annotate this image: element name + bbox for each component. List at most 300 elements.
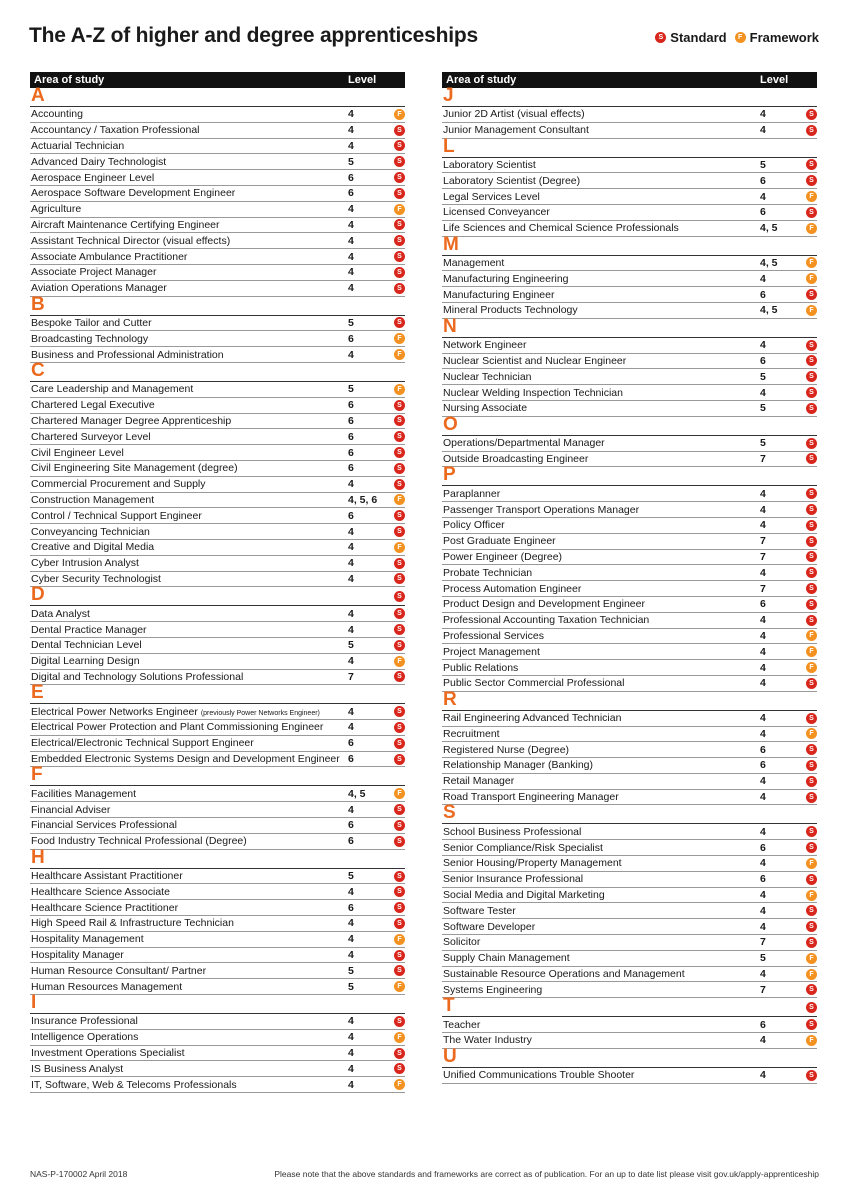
area-name [30, 671, 348, 683]
list-item [30, 281, 405, 297]
badge-cell [800, 760, 817, 771]
section-letter-u [442, 1045, 817, 1068]
area-name-text: Electrical/Electronic Technical Support Engineer [31, 737, 254, 750]
header-level: Level [348, 74, 377, 86]
list-item [30, 107, 405, 123]
section-letter-text: S [443, 802, 456, 824]
list-item [442, 486, 817, 502]
legend-framework-label: Framework [749, 30, 819, 45]
level-value: 6 [348, 446, 354, 459]
badge-cell [388, 140, 405, 151]
badge-cell [388, 479, 405, 490]
standard-badge-icon: S [394, 624, 405, 635]
level-value: 6 [348, 187, 354, 200]
badge-cell [800, 953, 817, 964]
level-value: 7 [348, 670, 354, 683]
area-name [30, 510, 348, 522]
standard-badge-icon: S [806, 355, 817, 366]
section-letter-text: N [443, 315, 457, 337]
badge-cell [388, 918, 405, 929]
area-name [30, 399, 348, 411]
framework-badge-icon: F [806, 257, 817, 268]
section-letter-text: B [31, 293, 45, 315]
area-name-text: Data Analyst [31, 607, 90, 620]
level-value: 4 [348, 282, 354, 295]
standard-badge-icon: S [806, 678, 817, 689]
area-name-text: Associate Ambulance Practitioner [31, 250, 188, 263]
section-letter-n [442, 315, 817, 338]
level-value: 7 [760, 535, 766, 548]
badge-cell [800, 826, 817, 837]
area-name-text: Broadcasting Technology [31, 332, 149, 345]
area-name [442, 567, 760, 579]
header-area: Area of study [446, 74, 517, 86]
area-name [30, 317, 348, 329]
badge-cell [800, 125, 817, 136]
badge-cell [388, 871, 405, 882]
area-name [30, 1063, 348, 1075]
legend-framework [735, 30, 819, 45]
standard-badge-icon: S [394, 836, 405, 847]
standard-badge-icon: S [806, 504, 817, 515]
section-letter-r [442, 688, 817, 711]
badge-cell [800, 453, 817, 464]
area-name-text: Social Media and Digital Marketing [443, 889, 605, 902]
area-name [442, 402, 760, 414]
section-letter-text: U [443, 1045, 457, 1067]
list-item [442, 401, 817, 417]
area-name [442, 488, 760, 500]
area-name [442, 936, 760, 948]
level-value: 4 [760, 503, 766, 516]
area-name [442, 1019, 760, 1031]
badge-cell [800, 387, 817, 398]
area-name-text: Cyber Security Technologist [31, 572, 161, 585]
badge-cell [800, 792, 817, 803]
framework-badge-icon: F [394, 333, 405, 344]
area-name-text: Aerospace Engineer Level [31, 171, 155, 184]
list-item [442, 935, 817, 951]
level-value: 5 [348, 980, 354, 993]
list-item [442, 856, 817, 872]
area-name-text: Electrical Power Protection and Plant Commissioning Engineer [31, 721, 324, 734]
list-item [30, 622, 405, 638]
level-value: 4 [348, 266, 354, 279]
level-value: 6 [760, 174, 766, 187]
area-name [30, 655, 348, 667]
section-letter-m [442, 233, 817, 256]
framework-badge-icon: F [806, 728, 817, 739]
badge-cell [388, 671, 405, 682]
list-item [442, 303, 817, 319]
area-name-text: Software Developer [443, 920, 536, 933]
badge-cell [388, 820, 405, 831]
level-value: 4 [348, 1015, 354, 1028]
area-name [30, 282, 348, 294]
area-name [442, 646, 760, 658]
badge-cell [800, 599, 817, 610]
level-value: 4 [760, 727, 766, 740]
level-value: 5 [760, 952, 766, 965]
standard-badge-icon: S [806, 551, 817, 562]
badge-cell [800, 504, 817, 515]
level-value: 4 [760, 1069, 766, 1082]
area-name [442, 826, 760, 838]
standard-badge-icon: S [394, 251, 405, 262]
standard-badge-icon: S [394, 283, 405, 294]
standard-badge-icon: S [806, 1070, 817, 1081]
list-item [30, 638, 405, 654]
level-value: 5 [348, 870, 354, 883]
badge-cell [388, 333, 405, 344]
level-value: 5 [348, 155, 354, 168]
badge-cell [800, 921, 817, 932]
list-item [30, 429, 405, 445]
right-column [442, 72, 817, 1084]
area-name-text: Dental Technician Level [31, 639, 142, 652]
section-letter-a [30, 85, 405, 107]
standard-badge-icon: S [394, 431, 405, 442]
area-name [30, 266, 348, 278]
level-value: 6 [760, 759, 766, 772]
level-value: 4 [760, 825, 766, 838]
list-item [442, 660, 817, 676]
area-name [30, 333, 348, 345]
area-name [442, 551, 760, 563]
area-name [30, 526, 348, 538]
area-name-text: Financial Adviser [31, 803, 111, 816]
badge-cell [800, 223, 817, 234]
section-letter-f [30, 764, 405, 786]
area-name [30, 235, 348, 247]
standard-badge-icon: S [806, 760, 817, 771]
section-letter-t [442, 995, 817, 1017]
framework-badge-icon: F [806, 305, 817, 316]
standard-badge-icon: S [394, 156, 405, 167]
list-item [30, 670, 405, 686]
area-name-text: Senior Housing/Property Management [443, 857, 622, 870]
framework-badge-icon: F [806, 191, 817, 202]
badge-cell [388, 283, 405, 294]
list-item [30, 916, 405, 932]
level-value: 6 [348, 737, 354, 750]
framework-badge-icon: F [806, 953, 817, 964]
area-name-text: Assistant Technical Director (visual effects) [31, 234, 231, 247]
level-value: 4 [348, 933, 354, 946]
area-name-text: Civil Engineering Site Management (degree) [31, 462, 238, 475]
list-item [30, 1046, 405, 1062]
area-name [30, 886, 348, 898]
level-value: 4 [348, 557, 354, 570]
list-item [442, 271, 817, 287]
badge-cell [388, 447, 405, 458]
standard-badge-icon: S [394, 235, 405, 246]
level-value: 4 [348, 721, 354, 734]
badge-cell [388, 902, 405, 913]
list-item [442, 903, 817, 919]
area-name-text: Electrical Power Networks Engineer [31, 705, 198, 718]
list-item [442, 711, 817, 727]
level-value: 4 [760, 920, 766, 933]
list-item [442, 189, 817, 205]
legend-standard [655, 30, 726, 45]
badge-cell [800, 109, 817, 120]
standard-badge-icon: S [806, 387, 817, 398]
area-name [442, 968, 760, 980]
area-note: (previously Power Networks Engineer) [200, 709, 320, 717]
area-name [442, 712, 760, 724]
area-name [30, 478, 348, 490]
level-value: 4 [760, 661, 766, 674]
list-item [442, 518, 817, 534]
standard-badge-icon: S [806, 289, 817, 300]
area-name [442, 289, 760, 301]
section-letter-text: M [443, 233, 459, 255]
section-letter-text: P [443, 464, 456, 486]
area-name-text: Aerospace Software Development Engineer [31, 187, 236, 200]
area-name-text: Bespoke Tailor and Cutter [31, 316, 152, 329]
area-name-text: Accounting [31, 108, 83, 121]
standard-badge-icon: S [394, 640, 405, 651]
level-value: 4, 5 [760, 304, 778, 317]
table-header [442, 72, 817, 88]
level-value: 4 [760, 519, 766, 532]
area-name [30, 902, 348, 914]
badge-cell [388, 400, 405, 411]
area-name-text: Senior Insurance Professional [443, 873, 584, 886]
area-name [442, 984, 760, 996]
area-name [30, 949, 348, 961]
area-name [442, 775, 760, 787]
standard-badge-icon: S [806, 776, 817, 787]
standard-badge-icon: S [394, 871, 405, 882]
list-item [30, 752, 405, 768]
area-name [30, 156, 348, 168]
area-name-text: Intelligence Operations [31, 1031, 139, 1044]
level-value: 4, 5 [348, 787, 366, 800]
level-value: 4 [348, 250, 354, 263]
list-item [442, 840, 817, 856]
list-item [30, 445, 405, 461]
section-letter-text: A [31, 85, 45, 106]
standard-badge-icon: S [806, 921, 817, 932]
list-item [30, 1014, 405, 1030]
list-item [30, 202, 405, 218]
standard-badge-icon: S [394, 754, 405, 765]
list-item [30, 606, 405, 622]
level-value: 7 [760, 452, 766, 465]
area-name-text: Mineral Products Technology [443, 304, 578, 317]
section-letter-c [30, 359, 405, 382]
area-name-text: Hospitality Management [31, 933, 144, 946]
area-name-text: Operations/Departmental Manager [443, 437, 605, 450]
list-item [442, 256, 817, 272]
level-value: 4 [760, 775, 766, 788]
area-name-text: Laboratory Scientist [443, 158, 536, 171]
level-value: 4 [348, 655, 354, 668]
list-item [30, 948, 405, 964]
list-item [30, 979, 405, 995]
standard-badge-icon: S [394, 172, 405, 183]
area-name [30, 415, 348, 427]
level-value: 4 [760, 190, 766, 203]
badge-cell [388, 204, 405, 215]
area-name-text: Human Resource Consultant/ Partner [31, 964, 207, 977]
level-value: 4 [760, 857, 766, 870]
level-value: 6 [348, 462, 354, 475]
table-header [30, 72, 405, 88]
area-name-text: Food Industry Technical Professional (Degree) [31, 835, 247, 848]
badge-cell [800, 615, 817, 626]
level-value: 4 [348, 108, 354, 121]
level-value: 4 [348, 525, 354, 538]
framework-badge-icon: F [806, 223, 817, 234]
area-name-text: Software Tester [443, 904, 516, 917]
framework-badge-icon: F [394, 109, 405, 120]
badge-cell [800, 969, 817, 980]
area-name [30, 140, 348, 152]
badge-cell [800, 1035, 817, 1046]
area-name [442, 222, 760, 234]
list-item [442, 107, 817, 123]
section-letter-o [442, 413, 817, 436]
area-name-text: Unified Communications Trouble Shooter [443, 1069, 635, 1082]
framework-badge-icon: F [806, 1035, 817, 1046]
section-letter-h [30, 846, 405, 869]
badge-cell [800, 403, 817, 414]
standard-badge-icon: S [806, 520, 817, 531]
area-name [442, 108, 760, 120]
section-letter-j [442, 85, 817, 107]
badge-cell [388, 510, 405, 521]
standard-badge-icon: S [394, 510, 405, 521]
area-name-text: Manufacturing Engineering [443, 272, 569, 285]
level-value: 4 [348, 885, 354, 898]
area-name [30, 383, 348, 395]
area-name-text: Cyber Intrusion Analyst [31, 557, 139, 570]
standard-badge-icon: S [394, 1048, 405, 1059]
level-value: 4 [760, 791, 766, 804]
list-item [30, 218, 405, 234]
level-value: 6 [348, 509, 354, 522]
level-value: 4 [760, 889, 766, 902]
badge-cell [388, 950, 405, 961]
level-value: 6 [760, 288, 766, 301]
area-name [442, 453, 760, 465]
area-name-text: Embedded Electronic Systems Design and Development Engineer [31, 753, 340, 766]
framework-badge-icon: F [735, 32, 746, 43]
badge-cell [388, 640, 405, 651]
standard-badge-icon: S [806, 536, 817, 547]
level-value: 6 [760, 743, 766, 756]
list-item [30, 1061, 405, 1077]
area-name [30, 108, 348, 120]
area-name [30, 172, 348, 184]
badge-cell [388, 188, 405, 199]
area-name-text: Policy Officer [443, 519, 505, 532]
level-value: 4 [348, 803, 354, 816]
list-item [442, 385, 817, 401]
standard-badge-icon: S [806, 792, 817, 803]
level-value: 4 [348, 607, 354, 620]
badge-cell [388, 1079, 405, 1090]
area-name [30, 624, 348, 636]
level-value: 5 [760, 158, 766, 171]
area-name [30, 187, 348, 199]
badge-cell [800, 371, 817, 382]
list-item [30, 736, 405, 752]
header-area: Area of study [34, 74, 105, 86]
list-item [442, 919, 817, 935]
badge-cell [800, 289, 817, 300]
area-name-text: Life Sciences and Chemical Science Professionals [443, 222, 679, 235]
section-letter-text: J [443, 85, 454, 106]
badge-cell [388, 981, 405, 992]
level-value: 4 [348, 1031, 354, 1044]
standard-badge-icon: S [806, 1019, 817, 1030]
level-value: 4 [760, 386, 766, 399]
area-name-text: IT, Software, Web & Telecoms Professionals [31, 1078, 237, 1091]
area-name-text: Network Engineer [443, 339, 527, 352]
list-item [442, 534, 817, 550]
area-name [30, 721, 348, 733]
area-name-text: Healthcare Assistant Practitioner [31, 870, 183, 883]
list-item [30, 654, 405, 670]
area-name [442, 744, 760, 756]
badge-cell [388, 384, 405, 395]
area-name [442, 905, 760, 917]
level-value: 4 [760, 487, 766, 500]
section-letter-l [442, 135, 817, 158]
area-name-text: Associate Project Manager [31, 266, 157, 279]
area-name-text: Legal Services Level [443, 190, 540, 203]
framework-badge-icon: F [806, 858, 817, 869]
standard-badge-icon: S [394, 722, 405, 733]
list-item [442, 644, 817, 660]
standard-badge-icon: S [806, 403, 817, 414]
standard-badge-icon: S [806, 583, 817, 594]
badge-cell [388, 836, 405, 847]
standard-badge-icon: S [394, 400, 405, 411]
level-value: 4 [348, 203, 354, 216]
badge-cell [800, 937, 817, 948]
badge-cell [800, 257, 817, 268]
level-value: 4 [348, 139, 354, 152]
level-value: 4 [348, 478, 354, 491]
level-value: 4 [348, 124, 354, 137]
area-name-text: Healthcare Science Practitioner [31, 901, 179, 914]
area-name [30, 1031, 348, 1043]
area-name [30, 639, 348, 651]
badge-cell [800, 713, 817, 724]
list-item [30, 316, 405, 332]
area-name-text: Rail Engineering Advanced Technician [443, 712, 622, 725]
area-name-text: The Water Industry [443, 1034, 532, 1047]
badge-cell [388, 542, 405, 553]
area-name-text: Product Design and Development Engineer [443, 598, 645, 611]
badge-cell [800, 858, 817, 869]
list-item [442, 758, 817, 774]
area-name [30, 124, 348, 136]
level-value: 4 [760, 339, 766, 352]
area-name [30, 462, 348, 474]
badge-cell [388, 317, 405, 328]
standard-badge-icon: S [394, 886, 405, 897]
level-value: 5 [760, 402, 766, 415]
section-letter-i [30, 992, 405, 1014]
footer [30, 1169, 819, 1179]
list-item [30, 249, 405, 265]
